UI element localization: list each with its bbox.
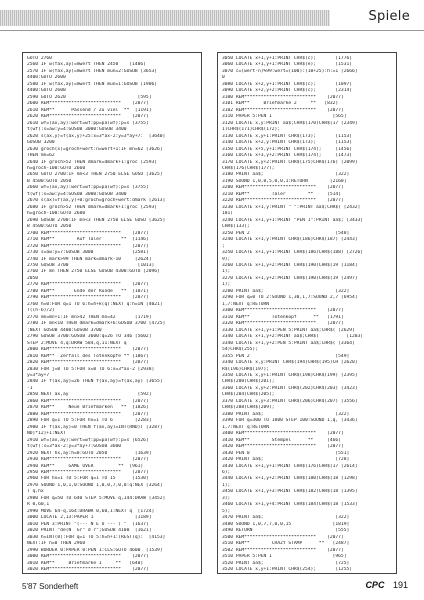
code-line: 3150 LOCATE x+5,y+1:PRINT CHR$(174); [1456] — [222, 146, 352, 152]
code-line: 2610 REM** Passend / Zu viel ** [1191] — [27, 107, 152, 113]
page-footer — [365, 580, 408, 590]
code-line: -1 — [27, 385, 33, 391]
code-line: 2790 REM************************** [2077] — [27, 295, 149, 301]
code-line: 0 — [222, 75, 225, 81]
code-line: 3510 PAPER 5:PEN 1 [965] — [222, 554, 347, 560]
code-line: 4400:GOTO 2600 — [27, 88, 66, 94]
code-line: 3340 LOCATE x,y:PRINT CHR$(194)CHR$(195)CH [2620] — [222, 360, 358, 366]
code-line: 3160 LOCATE x+3,y+2:PRINT CHR$(174); [1473] — [222, 153, 352, 159]
code-line: 2900 IF f(ax,ay)=0 THEN f(ax,ay)=INT(RND)T [3287] — [27, 424, 163, 430]
code-line: 9); — [222, 256, 231, 262]
code-line: 3350 LOCATE x,y+1:PRINT CHR$(198)CHR$(199) [2395] — [222, 372, 358, 378]
code-line: 3480 SOUND 1,0,7,7,0,0,15 [1819] — [222, 521, 350, 527]
code-line: 3190 SOUND 1,0,0,5,0,0,1:RETURN [2160] — [222, 178, 347, 184]
code-line — [222, 574, 392, 575]
code-line: 3410 REM** Stempel ** [466] — [222, 437, 341, 443]
code-line: 1)CHR$(171)CHR$(172); — [222, 127, 281, 133]
code-line: t(wf):s=aw:y=4:GOSUB 3000:GOSUB 3400 — [27, 127, 127, 133]
code-line: 2770 REM************************** [2077] — [27, 282, 149, 288]
code-line: 2600 REM************************** [2077] — [27, 101, 149, 107]
code-line: 2860 REM************************** [2077] — [27, 398, 149, 404]
code-line: 3); — [222, 495, 231, 501]
code-line: 2960 FOR hx=1 TO 5:FOR q=1 TO 15 [1530] — [27, 476, 149, 482]
code-line: 3010 REM** Briefmarke 1 ** [640] — [27, 560, 144, 566]
code-line: 3340 LOCATE x+1,y+2:PEN 5:PRINT aa$;CHR$( [3364] — [222, 340, 355, 346]
code-line: 2980 FOR q=50 TO 640 STEP 5:MOVE q,144:DRAW [3452] — [27, 495, 166, 501]
code-line: T((h-6)/2) — [27, 308, 55, 314]
code-line: 3090 LOCATE x+2,y+2:PRINT CHR$(c); [2314] — [222, 88, 352, 94]
code-line: 2760 h=0:FOR q=1 TO 6:h=h+k(q):NEXT q:h=IN [4021] — [27, 301, 163, 307]
code-line: CHR$(200)CHR$(201); — [222, 379, 275, 385]
code-line: 3510 REM** CRAZY STAMP ** [2487] — [222, 541, 350, 547]
code-line: 3000 LOCATE 2,13:PAPER 1 [1189] — [27, 515, 152, 521]
code-line: 2770 mn=mn+1:IF mn>42 THEN mn=42 [1719] — [27, 314, 152, 320]
code-line: 2590 GOTO 2620 [595] — [27, 94, 152, 100]
code-line: 3010 PEN 3:PRINT "(--- N E U --- ) " [1637] — [27, 521, 149, 527]
code-line: 2820 REM************************** [2077] — [27, 360, 149, 366]
code-line: 3520 LOCATE x,y+1:PRINT CHR$(254); [1255] — [222, 567, 352, 573]
code-line: 2610 wf=(ax,ay):wert=wf:pp=pa(wf):p=s [3755] — [27, 120, 149, 126]
code-line: 2990 MOVE 64-q,164:DRAWR 0,60,1:NEXT q [1724] — [27, 508, 155, 514]
code-line: h=groch-100:GOTO 2680 — [27, 211, 86, 217]
code-line: 3450 LOCATE x+1,y+3:PRINT CHR$(182)CHR$(18 [1395] — [222, 489, 358, 495]
code-line: 3230 LOCATE x+1,y:PRINT " ":PRINT aa$;CHR$( [2432] — [222, 204, 361, 210]
code-line: 3070 c=(wert-n)%99:wert=(100):(10+25):h:=1 [2666] — [222, 68, 358, 74]
code-line: 2680 IF groch>52 THEN dmark=dmark+1:groc [2593] — [27, 204, 157, 210]
code-line: 3200 REM************************** [2077] — [222, 185, 344, 191]
code-line: 3470 PRINT aa$; [322] — [222, 515, 350, 521]
code-line: :NEXT GOSUB 4400:GOSUB 3700 — [27, 327, 102, 333]
code-line: CHR$(133); — [222, 224, 250, 230]
code-line: STEP 2:MOVE 4,q:DRAW 584,q,11:NEXT q — [27, 340, 127, 346]
code-line: GOTO 2760 — [27, 56, 52, 61]
code-line: 3330 LOCATE x+1,y+1:PEN 5:PRINT aa$;CHR$( [2629] — [222, 327, 355, 333]
code-line: 3240 LOCATE x+1,y:PRINT CHR$(186)CHR$(187) [2443] — [222, 237, 358, 243]
code-line: 3130 LOCATE x,y+1:PRINT CHR$(173); [1153] — [222, 133, 352, 139]
code-line: 2780 REM** Ende der Runde ** [1071] — [27, 288, 149, 294]
code-line: 2840 IF f(ax,ay)=26 THEN f(ax,ay)=f(ax,ay) [3655] — [27, 379, 163, 385]
code-line: 3280 PRINT aa$; [322] — [222, 288, 350, 294]
code-line: 3300 REM************************** [2077] — [222, 308, 344, 314]
code-line: 2690 GOSUB 2700:IF mn<3 THEN 2750 ELSE GOSU [3625] — [27, 217, 166, 223]
code-line: CHR$(176)CHR$(177); — [222, 165, 275, 171]
code-line: CHR$(204)CHR$(205); — [222, 392, 275, 398]
code-line: 2660 wf=(ax,ay):wert=wf:pp=pa(wf):p=s [3755] — [27, 185, 149, 191]
code-line — [27, 574, 197, 575]
section-title: Spiele — [368, 9, 410, 24]
header-decor-bar — [0, 10, 330, 26]
code-line: 2990 BORDER 0:PAPER 0:PEN 1:CLS:GOTO 4600 [1539] — [27, 547, 163, 553]
code-line: 3030 h=INT(0):FOR q=1 TO 5:h=h+1:(REST(q): [4153] — [27, 534, 166, 540]
code-line: 2920 NEXT hx,ay:h=0:GOTO 2050 [1639] — [27, 450, 152, 456]
code-line: 2910 wf=(ax,ay):wert=wf:pp=pa(wf):p=s [6526] — [27, 437, 149, 443]
code-line: 2850 NEXT ax,ay [592] — [27, 392, 152, 398]
code-line: t(wf):s=aw:y=4:GOSUB 3000:GOSUB 3400 — [27, 191, 127, 197]
code-line: 3080 LOCATE x+2,y+1:PRINT CHR$(c); [1097] — [222, 81, 352, 87]
code-line: 2570 IF w(fax,ay)=mwert THEN mun=2:GOSUB [3653] — [27, 68, 157, 74]
code-line: 3240 LOCATE x+1,y+1:PRINT "PEN 1":PRINT aa$; [3433] — [222, 217, 364, 223]
code-line: 54)CHR$(255); — [222, 347, 258, 353]
code-line: ; — [222, 243, 225, 249]
code-line: 2740 IF mark>99 THEN mark=dmark-10 [2624] — [27, 256, 152, 262]
code-line: CHR$(208)CHR$(209); — [222, 405, 275, 411]
code-line: 3140 LOCATE x+2,y:PRINT CHR$(173); [1153] — [222, 140, 352, 146]
code-line: 2800 REM************************** [2077] — [27, 347, 149, 353]
code-line: 3110 PAPER 5:PEN 1 [565] — [222, 114, 347, 120]
code-line: 3120 LOCATE x,y:PRINT aa$;CHR$(170)CHR$(17 [2349] — [222, 120, 358, 126]
code-line: 3380 PRINT aa$; [322] — [222, 411, 350, 417]
code-line: 2560 IF w(fax,ay)=mwert THEN 2450 [1486] — [27, 62, 146, 68]
code-line: 3020 PRINT "de(N Gr" d r";GOSUB 4100 [1621] — [27, 528, 152, 534]
code-line: 3270 LOCATE x+1,y+2:PRINT CHR$(190)CHR$(19 [2497] — [222, 275, 358, 281]
code-line: 3290 FOR q=0 TO 2:SOUND 1,30,1,7:SOUND 2,7 [6954] — [222, 295, 358, 301]
code-line: 5); — [222, 508, 231, 514]
code-line: 3490 RETURN [555] — [222, 528, 350, 534]
code-line: 2670 s(ax)=f(ax,y)+0:groch=groch+wert:dmark [2613] — [27, 198, 166, 204]
code-line: B 4500:GOTO 2050 — [27, 178, 72, 184]
code-line: 6); — [222, 470, 231, 475]
code-line: 3170 LOCATE x,y+2:PRINT CHR$(175)CHR$(176) [2099] — [222, 159, 358, 165]
code-line: 3220 REM************************** [2077] — [222, 198, 344, 204]
code-line: 1); — [222, 269, 231, 275]
code-line: 2930 REM************************** [2077] — [27, 457, 149, 463]
code-line: 2760 IF mn THEN 2750 ELSE GOSUB 4300:GOTO [2096] — [27, 269, 160, 275]
code-listing-left — [22, 52, 202, 574]
code-line: 3060 LOCATE x+1,y+1:PRINT CHR$(e); [1531] — [222, 62, 352, 68]
magazine-logo: CPC — [365, 580, 385, 590]
code-line: 2950 REM************************** [2077] — [27, 470, 149, 475]
page-header — [0, 0, 424, 34]
code-line: 3355 PEN 2 [549] — [222, 353, 350, 359]
code-line: 3260 LOCATE x+1,y+2:PRINT CHR$(190)CHR$(19 [1184] — [222, 263, 358, 268]
code-line: 3320 REM************************** [2077] — [222, 321, 344, 327]
code-line: 3440 LOCATE x+1,y+2:PRINT CHR$(180)CHR$(18 [1298] — [222, 476, 358, 482]
code-line: 2870 REM** Neue Briefmarken ** [1826] — [27, 405, 149, 411]
code-line: 2780 IF mn<10 THEN dmark=dmark+6:GOSUB 3700 [4725] — [27, 321, 166, 327]
code-line: T q,hx — [27, 489, 44, 495]
code-line: 3500 REM************************** [2077] — [222, 534, 344, 540]
code-line: ND)*12)+1:NEXT — [27, 431, 66, 437]
code-line: 2620 s(ax,y)=f(ax,y)+25:x=3*ax-2:y=3*ay+7: [3640] — [27, 133, 166, 139]
code-line: 3420 PRINT aa$; [728] — [222, 457, 350, 463]
code-line: R 0,60,1 — [27, 502, 50, 508]
code-line: 3000 REM************************** [2077] — [27, 554, 149, 560]
code-line: 2650 GOTO 2700:IF mn<3 THEN 2750 ELSE GOSU [3625] — [27, 172, 163, 178]
code-line: 2940 REM** GAME OVER ** [961] — [27, 463, 144, 469]
code-line: 1,7:NEXT q:RETURN — [222, 301, 270, 307]
code-line: 3420 REM************************** [2077] — [222, 444, 344, 450]
code-line: h=groch-100:GOTO 2660 — [27, 165, 86, 171]
code-line: B 4500:GOTO 2050 — [27, 224, 72, 230]
code-line: 2880 REM************************** [2077] — [27, 411, 149, 417]
code-line: GOSUB 3200 — [27, 140, 55, 146]
code-line: 2720 REM************************** [2077] — [27, 243, 149, 249]
code-line: 3370 LOCATE x,y+3:PRINT CHR$(206)CHR$(207) [3556] — [222, 398, 358, 404]
code-line: 3400 REM************************** [2077] — [222, 431, 344, 437]
code-line: 2050 — [27, 275, 39, 281]
code-line: 2700 REM************************** [2077] — [27, 230, 149, 236]
code-line: 2970 SOUND 1,0,1,0:SOUND 1,0,0,7,0,0:q:NEX [3264] — [27, 482, 163, 488]
code-line: NEXT:IF h=0 THEN 2960 — [27, 541, 86, 547]
code-line: 2790 GOSUB 3700:GOSUB 3600:q=26 TO 346 [5602] — [27, 334, 152, 340]
code-line: THEN mn=62 — [27, 153, 55, 159]
code-line: 2580 IF w(fax,ay)=mwert THEN mun=1:GOSUB [1906] — [27, 81, 157, 87]
code-line: 2890 FOR q=1 TO 5:FOR hx=1 TO 6 [2283] — [27, 418, 152, 424]
code-line: 181) — [222, 211, 234, 217]
code-line: t(wf):s=3*ax-2:y=3*ay+7:GOSUB 3600 — [27, 444, 122, 450]
code-line: 3360 LOCATE x,y+2:PRINT CHR$(202)CHR$(203) [3423] — [222, 385, 358, 391]
code-line: 3310 REM** Totenkopf ** [1791] — [222, 314, 344, 320]
code-line: 3340 LOCATE x+1,y+2:PRINT aa$;CHR$( [1283] — [222, 334, 364, 340]
code-line: 2620 REM************************** [2077] — [27, 114, 149, 120]
code-line: 1,7:NEXT q:RETURN — [222, 424, 270, 430]
code-line: 3100 REM************************** [2077] — [222, 94, 344, 100]
code-listing-right — [217, 52, 397, 574]
code-line: 2640 IF groch>52 THEN dmark=dmark+1:groc [2593] — [27, 159, 157, 165]
issue-label: 5'87 Sonderheft — [22, 582, 79, 591]
code-line: 3502 REM************************** [2077] — [222, 547, 344, 553]
code-line: 3250 LOCATE x+1,y+1:PRINT CHR$(186)CHR$(188) [2726] — [222, 250, 364, 256]
header-rule — [0, 30, 424, 31]
code-line: 2710 REM** Auf Taler ** [1146] — [27, 237, 149, 243]
code-line: 3101 REM** Briefmarke 2 ** [832] — [222, 101, 339, 107]
code-line: 1); — [222, 482, 231, 488]
code-line: 2810 REM** Zerfall des Totenkopfe ** [1867] — [27, 353, 149, 359]
code-line: 2830 FOR j=0 TO 5:FOR x=0 TO 6:x=3*ax-2 [2938] — [27, 366, 155, 372]
code-line: 3520 PRINT aa$; [725] — [222, 560, 350, 566]
code-line: 4400:GOTO 2600 — [27, 75, 66, 81]
code-line: 3210 REM** Taler ** [514] — [222, 191, 341, 197]
code-line: 3430 PEN 0 [551] — [222, 450, 350, 456]
code-line: 3390 FOR q=300 TO 1800 STEP 100:SOUND 1,q, [3436] — [222, 418, 358, 424]
code-line: R$(196)CHR$(197); — [222, 366, 270, 372]
code-line: 3430 LOCATE x+1,y+1:PRINT CHR$(176)CHR$(17 [2614] — [222, 463, 358, 469]
code-line: 3460 LOCATE x+1,y+4:PRINT CHR$(184)CHR$(18 [1533] — [222, 502, 358, 508]
code-line: 2750 GOSUB 3700 [1013] — [27, 263, 155, 268]
code-line: 2730 s=aw:y=7:GOSUB 3000 [2581] — [27, 250, 149, 256]
code-line: 3020 REM************************** [2077] — [27, 567, 149, 573]
code-line: 2630 groch(x)=groch+wert:n=wert+1:IF mn=62 [3626] — [27, 146, 163, 152]
code-line: 3250 PEN 2 [548] — [222, 230, 350, 236]
code-line: 1); — [222, 282, 231, 288]
code-line: 3102 REM************************** [2077] — [222, 107, 344, 113]
code-line: 3050 LOCATE x+1,y+1:PRINT CHR$(c); [1776] — [222, 56, 352, 61]
code-line: y=3*ay+7 — [27, 372, 50, 378]
page-number: 191 — [392, 580, 408, 590]
code-line: 3180 PRINT aa$; [322] — [222, 172, 350, 178]
